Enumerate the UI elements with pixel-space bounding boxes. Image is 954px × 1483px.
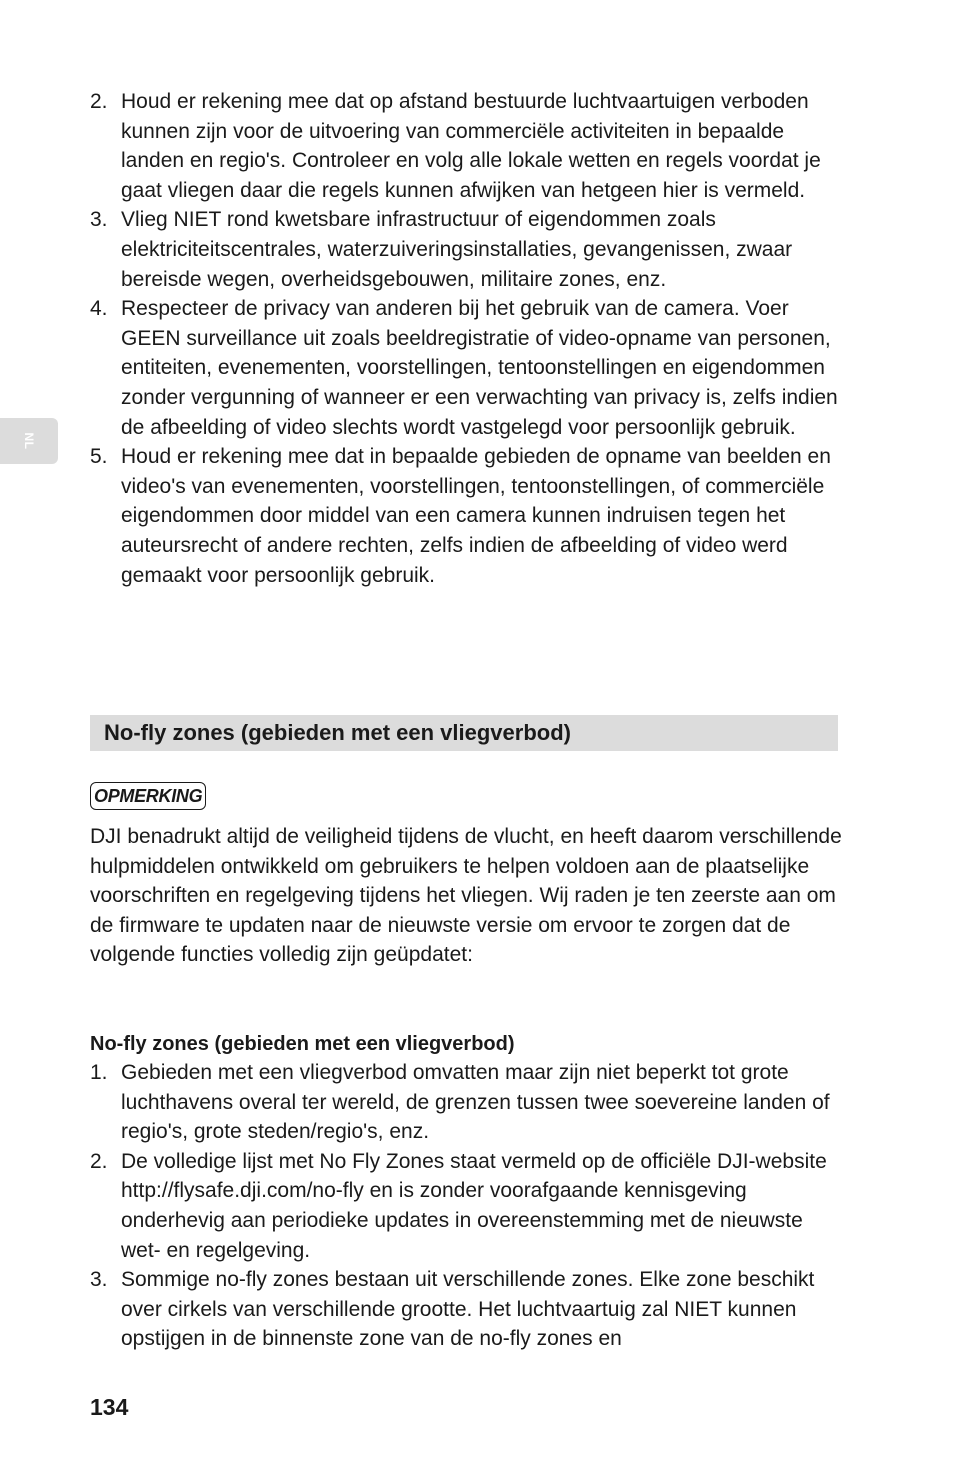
- list-item-number: 2.: [90, 1149, 108, 1173]
- language-tab-label: NL: [22, 432, 36, 450]
- section-title: No-fly zones (gebieden met een vliegverbod): [104, 720, 571, 745]
- list-item: [90, 87, 842, 205]
- list-item-number: 1.: [90, 1061, 108, 1084]
- list-item-text: Gebieden met een vliegverbod omvatten maar zijn niet beperkt tot grote luchthavens overal ter wereld, de grenzen tussen twee soevereine landen of regio's, grote steden/regio's, enz.: [121, 1061, 830, 1144]
- top-numbered-list: [90, 87, 842, 590]
- section-heading-bar: [90, 715, 838, 751]
- list-item-number: 3.: [90, 1268, 108, 1292]
- language-tab: [0, 418, 58, 464]
- list-item-text: Respecteer de privacy van anderen bij het gebruik van de camera. Voer GEEN surveillance uit zoals beeldregistratie of video-opname van personen, entiteiten, evenementen, voorstellingen, tentoonstellingen en eigendommen zonder vergunning of wanneer er een verwachting van privacy is, zelfs indien de afbeelding of video slechts wordt vastgelegd voor persoonlijk gebruik.: [121, 297, 838, 439]
- list-item: [90, 205, 842, 294]
- list-item-number: 4.: [90, 297, 108, 321]
- list-item: [90, 294, 842, 442]
- list-item: [90, 1147, 842, 1265]
- list-item-text: Sommige no-fly zones bestaan uit verschillende zones. Elke zone beschikt over cirkels van verschillende grootte. Het luchtvaartuig zal NIET kunnen opstijgen in de binnenste zone van de no-fly zones en: [121, 1268, 815, 1351]
- list-item-text: De volledige lijst met No Fly Zones staat vermeld op de officiële DJI-website http://flysafe.dji.com/no-fly en is zonder voorafgaande kennisgeving onderhevig aan periodieke updates in overeenstemming met de nieuwste wet- en regelgeving.: [121, 1149, 827, 1262]
- list-item-text: Houd er rekening mee dat in bepaalde gebieden de opname van beelden en video's van evenementen, voorstellingen, tentoonstellingen, of commerciële eigendommen door middel van een camera kunnen indruisen tegen het auteursrecht of andere rechten, zelfs indien de afbeelding of video werd gemaakt voor persoonlijk gebruik.: [121, 445, 831, 587]
- list-item-number: 3.: [90, 208, 108, 232]
- note-paragraph: DJI benadrukt altijd de veiligheid tijdens de vlucht, en heeft daarom verschillende hulpmiddelen ontwikkeld om gebruikers te helpen voldoen aan de plaatselijke voorschriften en regelgeving tijdens het vliegen. Wij raden je ten zeerste aan om de firmware te updaten naar de nieuwste versie om ervoor te zorgen dat de volgende functies volledig zijn geüpdatet:: [90, 825, 842, 967]
- bottom-numbered-list: [90, 1058, 842, 1354]
- list-item-number: 5.: [90, 445, 108, 469]
- list-item: [90, 1265, 842, 1354]
- list-item-text: Houd er rekening mee dat op afstand bestuurde luchtvaartuigen verboden kunnen zijn voor de uitvoering van commerciële activiteiten in bepaalde landen en regio's. Controleer en volg alle lokale wetten en regels voordat je gaat vliegen daar die regels kunnen afwijken van hetgeen hier is vermeld.: [121, 90, 821, 202]
- list-item: [90, 1058, 842, 1147]
- subsection-title: No-fly zones (gebieden met een vliegverbod): [90, 1033, 515, 1055]
- list-item-text: Vlieg NIET rond kwetsbare infrastructuur of eigendommen zoals elektriciteitscentrales, waterzuiveringsinstallaties, gevangenissen, zwaar bereisde wegen, overheidsgebouwen, militaire zones, enz.: [121, 208, 793, 291]
- page-number: 134: [90, 1394, 129, 1420]
- list-item-number: 2.: [90, 90, 108, 113]
- list-item: [90, 442, 842, 590]
- note-badge: OPMERKING: [90, 782, 206, 810]
